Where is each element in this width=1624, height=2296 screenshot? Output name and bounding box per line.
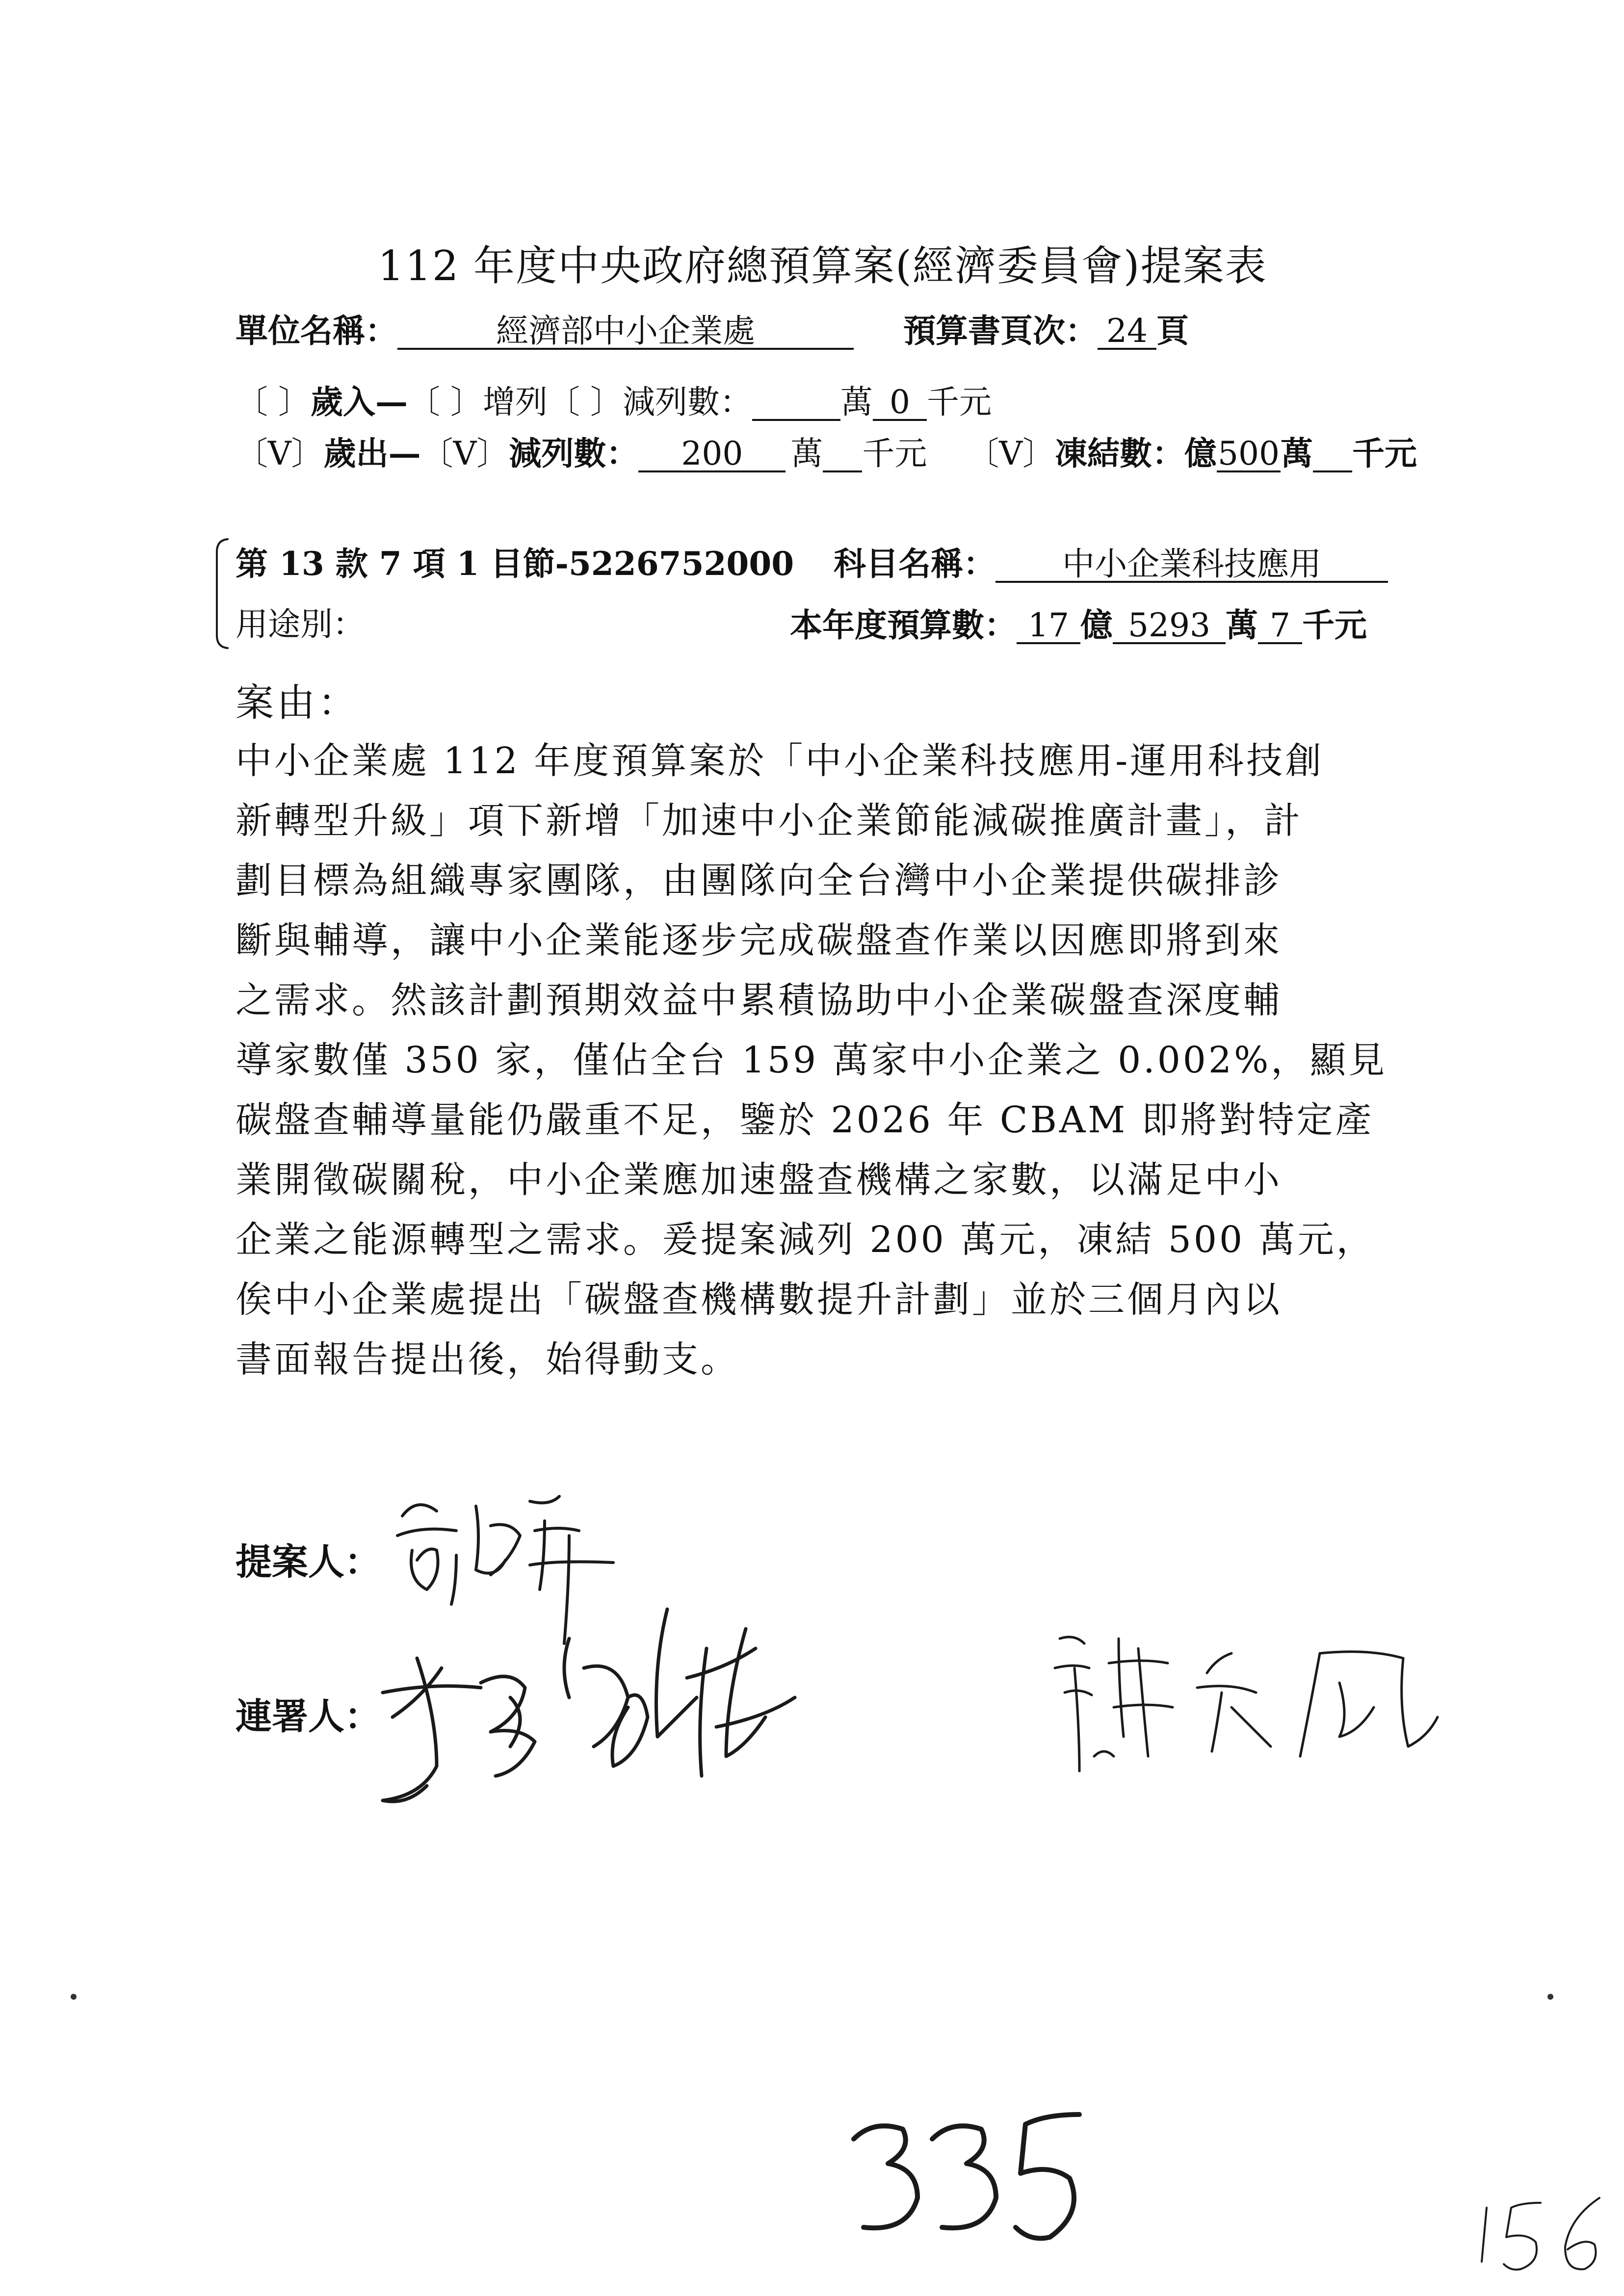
cosigner-signature-1: [363, 1570, 903, 1845]
reason-line: 碳盤查輔導量能仍嚴重不足，鑒於 2026 年 CBAM 即將對特定產: [236, 1099, 1374, 1141]
freeze-value: 500: [1217, 437, 1281, 472]
increase-label: 增列: [482, 383, 548, 421]
handwritten-corner-number: [1467, 2178, 1614, 2276]
expense-decrease-checkbox: 〔V〕: [420, 435, 509, 472]
subject-value: 中小企業科技應用: [995, 547, 1388, 583]
reason-heading: 案由：: [236, 681, 360, 725]
reason-line: 書面報告提出後，始得動支。: [236, 1338, 739, 1381]
page-suffix: 頁: [1156, 312, 1189, 350]
income-qian-unit: 千元: [926, 383, 992, 421]
expense-decrease-value: 200: [638, 437, 786, 472]
handwritten-page-number: [834, 2080, 1089, 2257]
item-row-2: [236, 605, 365, 643]
cosigner-signature-2: [1045, 1609, 1457, 1796]
expense-checkbox: 〔V〕: [236, 435, 324, 472]
expense-wan-unit: 萬: [790, 435, 823, 472]
expense-qian-unit: 千元: [862, 435, 927, 472]
budget-label: 本年度預算數：: [790, 606, 1017, 644]
budget-wan-value: 5293: [1113, 608, 1226, 644]
scan-dots: [0, 1987, 1624, 2016]
reason-line: 俟中小企業處提出「碳盤查機構數提升計劃」並於三個月內以: [236, 1278, 1282, 1321]
decrease-checkbox: 〔 〕: [547, 383, 623, 421]
income-label: 歲入—: [310, 383, 408, 421]
cosigner-label: 連署人：: [236, 1696, 381, 1738]
income-wan-unit: 萬: [840, 383, 873, 421]
budget-wan-unit: 萬: [1226, 606, 1258, 644]
budget-qian-unit: 千元: [1302, 606, 1367, 644]
reason-line: 業開徵碳關稅，中小企業應加速盤查機構之家數，以滿足中小: [236, 1159, 1282, 1201]
freeze-qian-value: [1313, 437, 1352, 472]
expense-label: 歲出—: [323, 434, 421, 472]
usage-label: 用途別：: [236, 605, 365, 643]
reason-line: 企業之能源轉型之需求。爰提案減列 200 萬元，凍結 500 萬元，: [236, 1219, 1375, 1261]
budget-yi-value: 17: [1017, 608, 1080, 644]
reason-line: 劃目標為組織專家團隊，由團隊向全台灣中小企業提供碳排診: [236, 860, 1282, 902]
proposer-label: 提案人：: [236, 1541, 381, 1583]
expense-decrease-label: 減列數：: [509, 434, 639, 472]
unit-row: [236, 314, 1189, 350]
freeze-wan-unit: 萬: [1281, 434, 1313, 472]
page-label: 預算書頁次：: [903, 312, 1098, 350]
reason-line: 導家數僅 350 家，僅佔全台 159 萬家中小企業之 0.002%，顯見: [236, 1039, 1388, 1081]
item-code: 第 13 款 7 項 1 目節-5226752000: [236, 545, 794, 583]
reason-line: 中小企業處 112 年度預算案於「中小企業科技應用-運用科技創: [236, 740, 1324, 782]
increase-checkbox: 〔 〕: [407, 383, 483, 421]
unit-label: 單位名稱：: [236, 312, 397, 350]
budget-qian-value: 7: [1258, 608, 1302, 644]
budget-yi-unit: 億: [1080, 606, 1113, 644]
income-row: [236, 385, 992, 421]
income-qian-value: 0: [873, 385, 927, 421]
expense-row: [236, 434, 1417, 472]
expense-qian-value: [823, 437, 862, 472]
page-value: 24: [1098, 314, 1156, 350]
item-row-1: [236, 547, 1388, 583]
reason-line: 新轉型升級」項下新增「加速中小企業節能減碳推廣計畫」，計: [236, 800, 1303, 842]
income-checkbox: 〔 〕: [236, 383, 311, 421]
freeze-qian-unit: 千元: [1352, 434, 1417, 472]
subject-label: 科目名稱：: [834, 545, 996, 583]
freeze-label: 凍結數：: [1055, 434, 1184, 472]
decrease-label: 減列數：: [622, 383, 752, 421]
reason-line: 之需求。然該計劃預期效益中累積協助中小企業碳盤查深度輔: [236, 979, 1282, 1021]
document-title: 112 年度中央政府總預算案(經濟委員會)提案表: [378, 242, 1267, 290]
reason-line: 斷與輔導，讓中小企業能逐步完成碳盤查作業以因應即將到來: [236, 919, 1282, 962]
reason-body: [236, 731, 1387, 1389]
unit-value: 經濟部中小企業處: [397, 314, 854, 350]
freeze-yi-unit: 億: [1184, 434, 1217, 472]
item-bracket: [211, 537, 231, 650]
freeze-checkbox: 〔V〕: [967, 435, 1055, 472]
budget-row: [790, 608, 1367, 644]
income-wan-value: [752, 385, 840, 421]
